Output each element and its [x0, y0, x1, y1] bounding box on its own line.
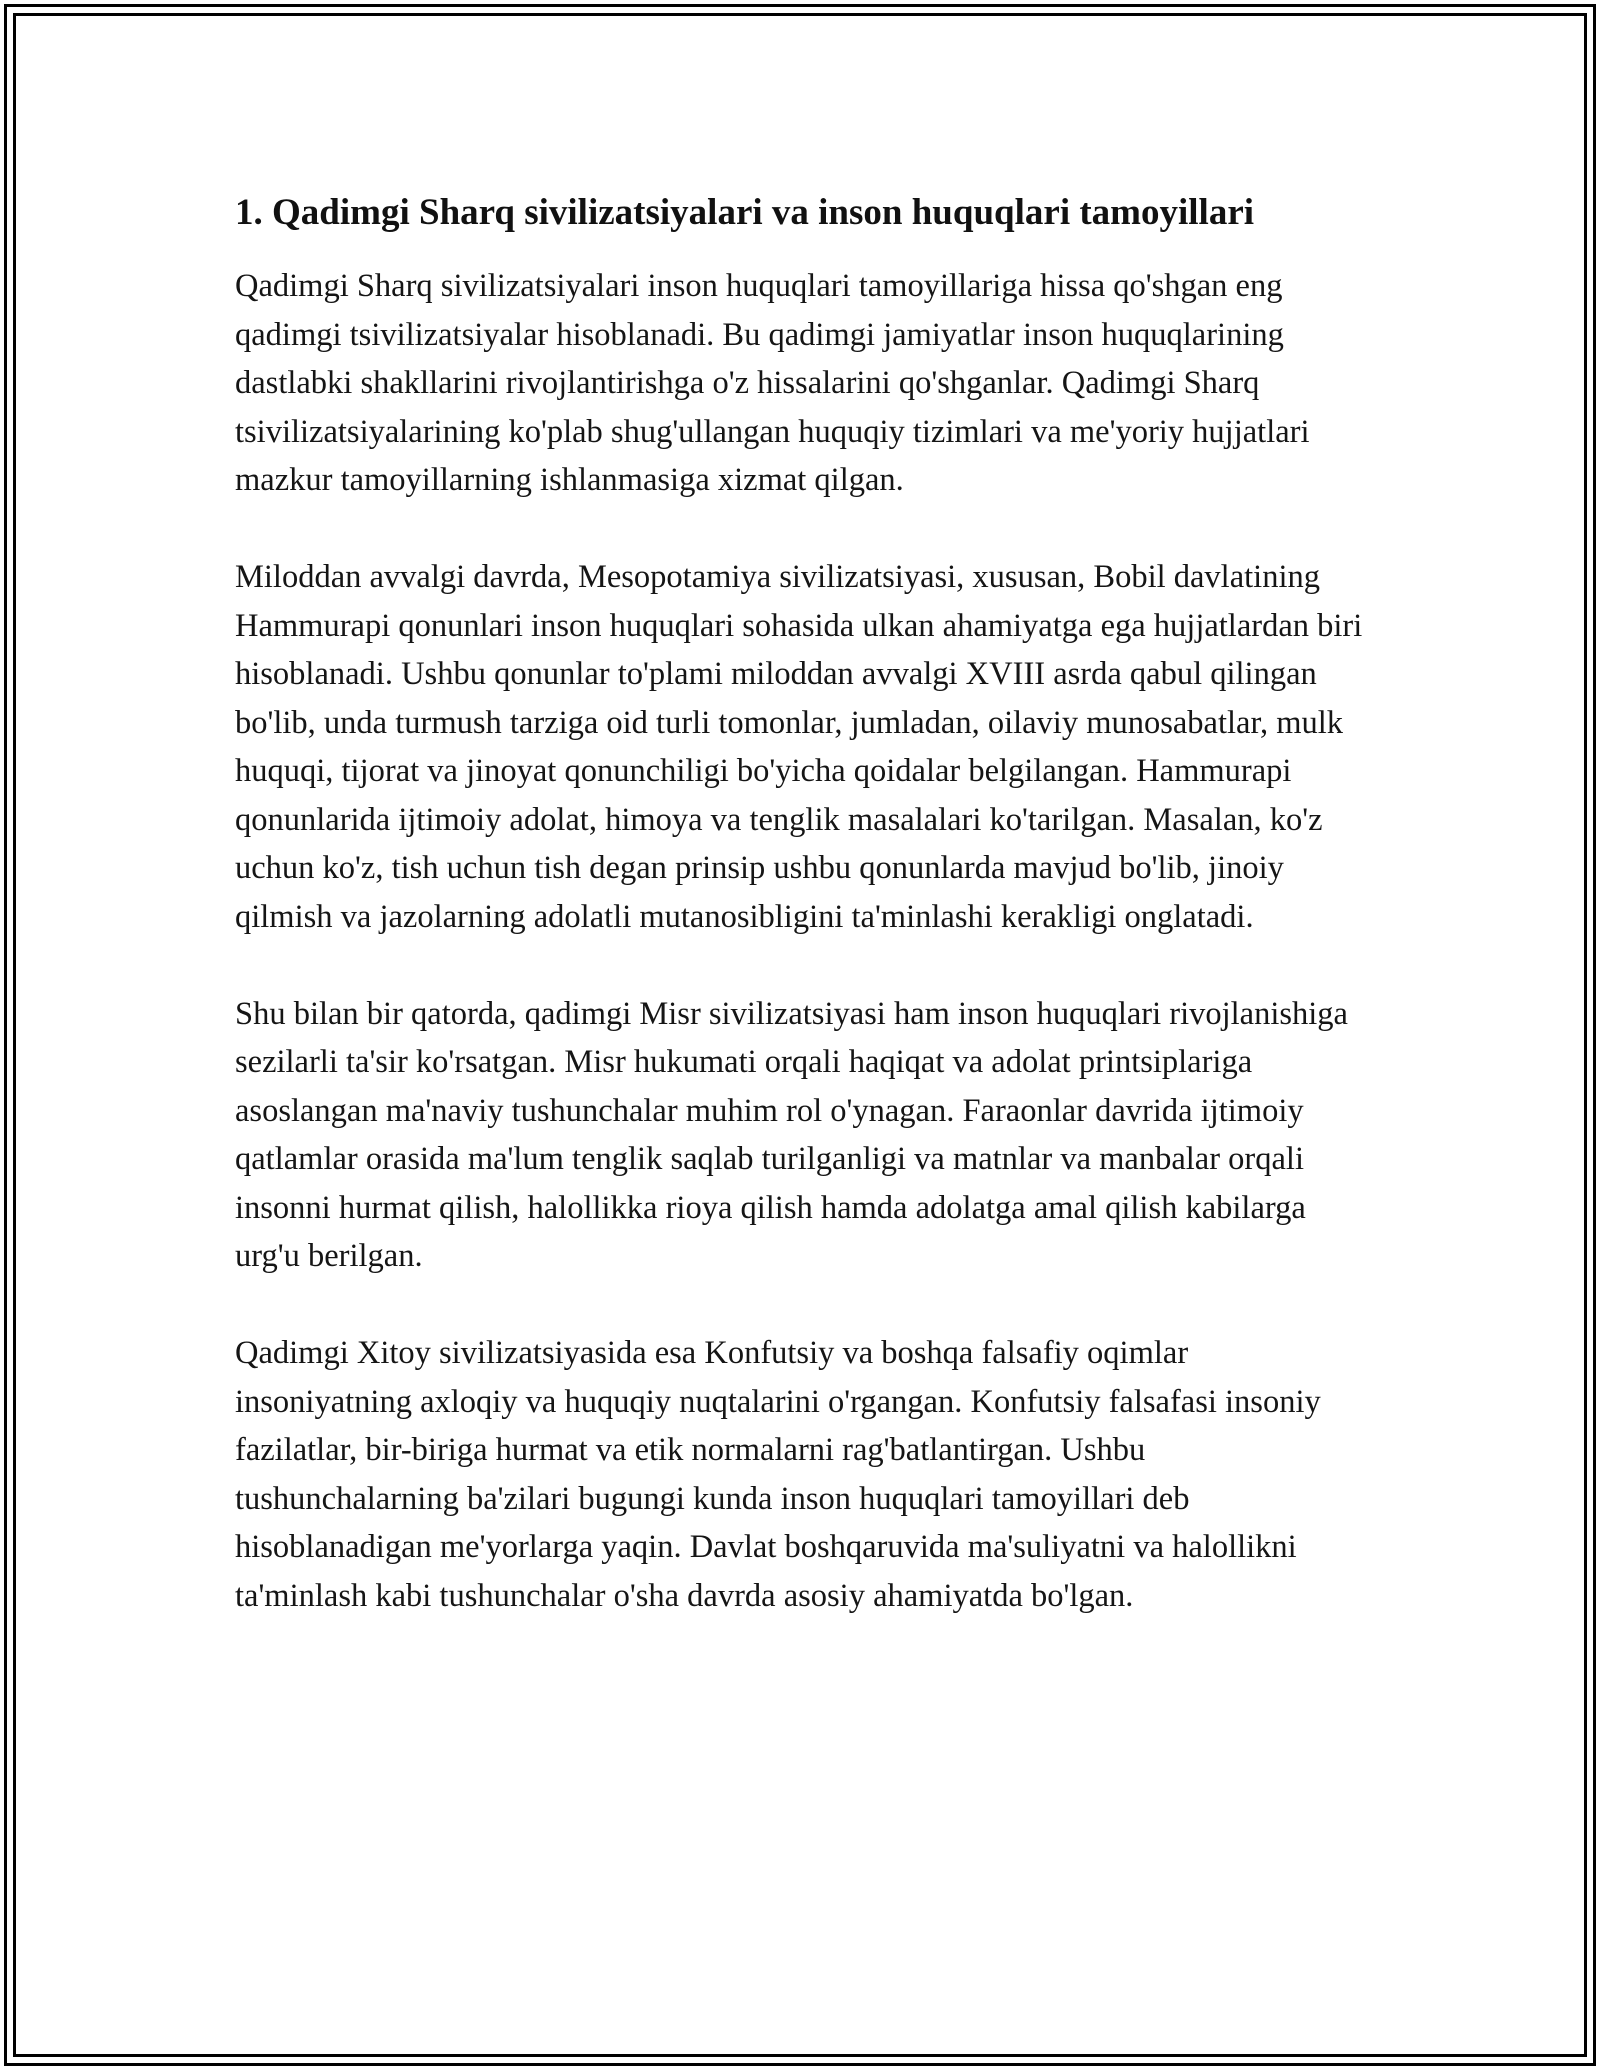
paragraph-china: Qadimgi Xitoy sivilizatsiyasida esa Konfutsiy va boshqa falsafiy oqimlar insoniyatning axloqiy va huquqiy nuqtalarini o'rgangan. Konfutsiy falsafasi insoniy fazilatlar, bir-biriga hurmat va etik normalarni rag'batlantirgan. Ushbu tushunchalarning ba'zilari bugungi kunda inson huquqlari tamoyillari deb hisoblanadigan me'yorlarga yaqin. Davlat boshqaruvida ma'suliyatni va halollikni ta'minlash kabi tushunchalar o'sha davrda asosiy ahamiyatda bo'lgan.	[235, 1335, 1321, 1614]
paragraph-intro: Qadimgi Sharq sivilizatsiyalari inson huquqlari tamoyillariga hissa qo'shgan eng qadimgi tsivilizatsiyalar hisoblanadi. Bu qadimgi jamiyatlar inson huquqlarining dastlabki shakllarini rivojlantirishga o'z hissalarini qo'shganlar. Qadimgi Sharq tsivilizatsiyalarining ko'plab shug'ullangan huquqiy tizimlari va me'yoriy hujjatlari mazkur tamoyillarning ishlanmasiga xizmat qilgan.	[235, 268, 1310, 498]
paragraph-mesopotamia: Miloddan avvalgi davrda, Mesopotamiya sivilizatsiyasi, xususan, Bobil davlatining Hammurapi qonunlari inson huquqlari sohasida ulkan ahamiyatga ega hujjatlardan biri hisoblanadi. Ushbu qonunlar to'plami miloddan avvalgi XVIII asrda qabul qilingan bo'lib, unda turmush tarziga oid turli tomonlar, jumladan, oilaviy munosabatlar, mulk huquqi, tijorat va jinoyat qonunchiligi bo'yicha qoidalar belgilangan. Hammurapi qonunlarida ijtimoiy adolat, himoya va tenglik masalalari ko'tarilgan. Masalan, ko'z uchun ko'z, tish uchun tish degan prinsip ushbu qonunlarda mavjud bo'lib, jinoiy qilmish va jazolarning adolatli mutanosibligini ta'minlashi kerakligi onglatadi.	[235, 559, 1363, 935]
paragraph-egypt: Shu bilan bir qatorda, qadimgi Misr sivilizatsiyasi ham inson huquqlari rivojlanishiga sezilarli ta'sir ko'rsatgan. Misr hukumati orqali haqiqat va adolat printsiplariga asoslangan ma'naviy tushunchalar muhim rol o'ynagan. Faraonlar davrida ijtimoiy qatlamlar orasida ma'lum tenglik saqlab turilganligi va matnlar va manbalar orqali insonni hurmat qilish, halollikka rioya qilish hamda adolatga amal qilish kabilarga urg'u berilgan.	[235, 995, 1348, 1274]
document-body	[235, 186, 1370, 1620]
section-heading: 1. Qadimgi Sharq sivilizatsiyalari va inson huquqlari tamoyillari	[235, 192, 1255, 233]
